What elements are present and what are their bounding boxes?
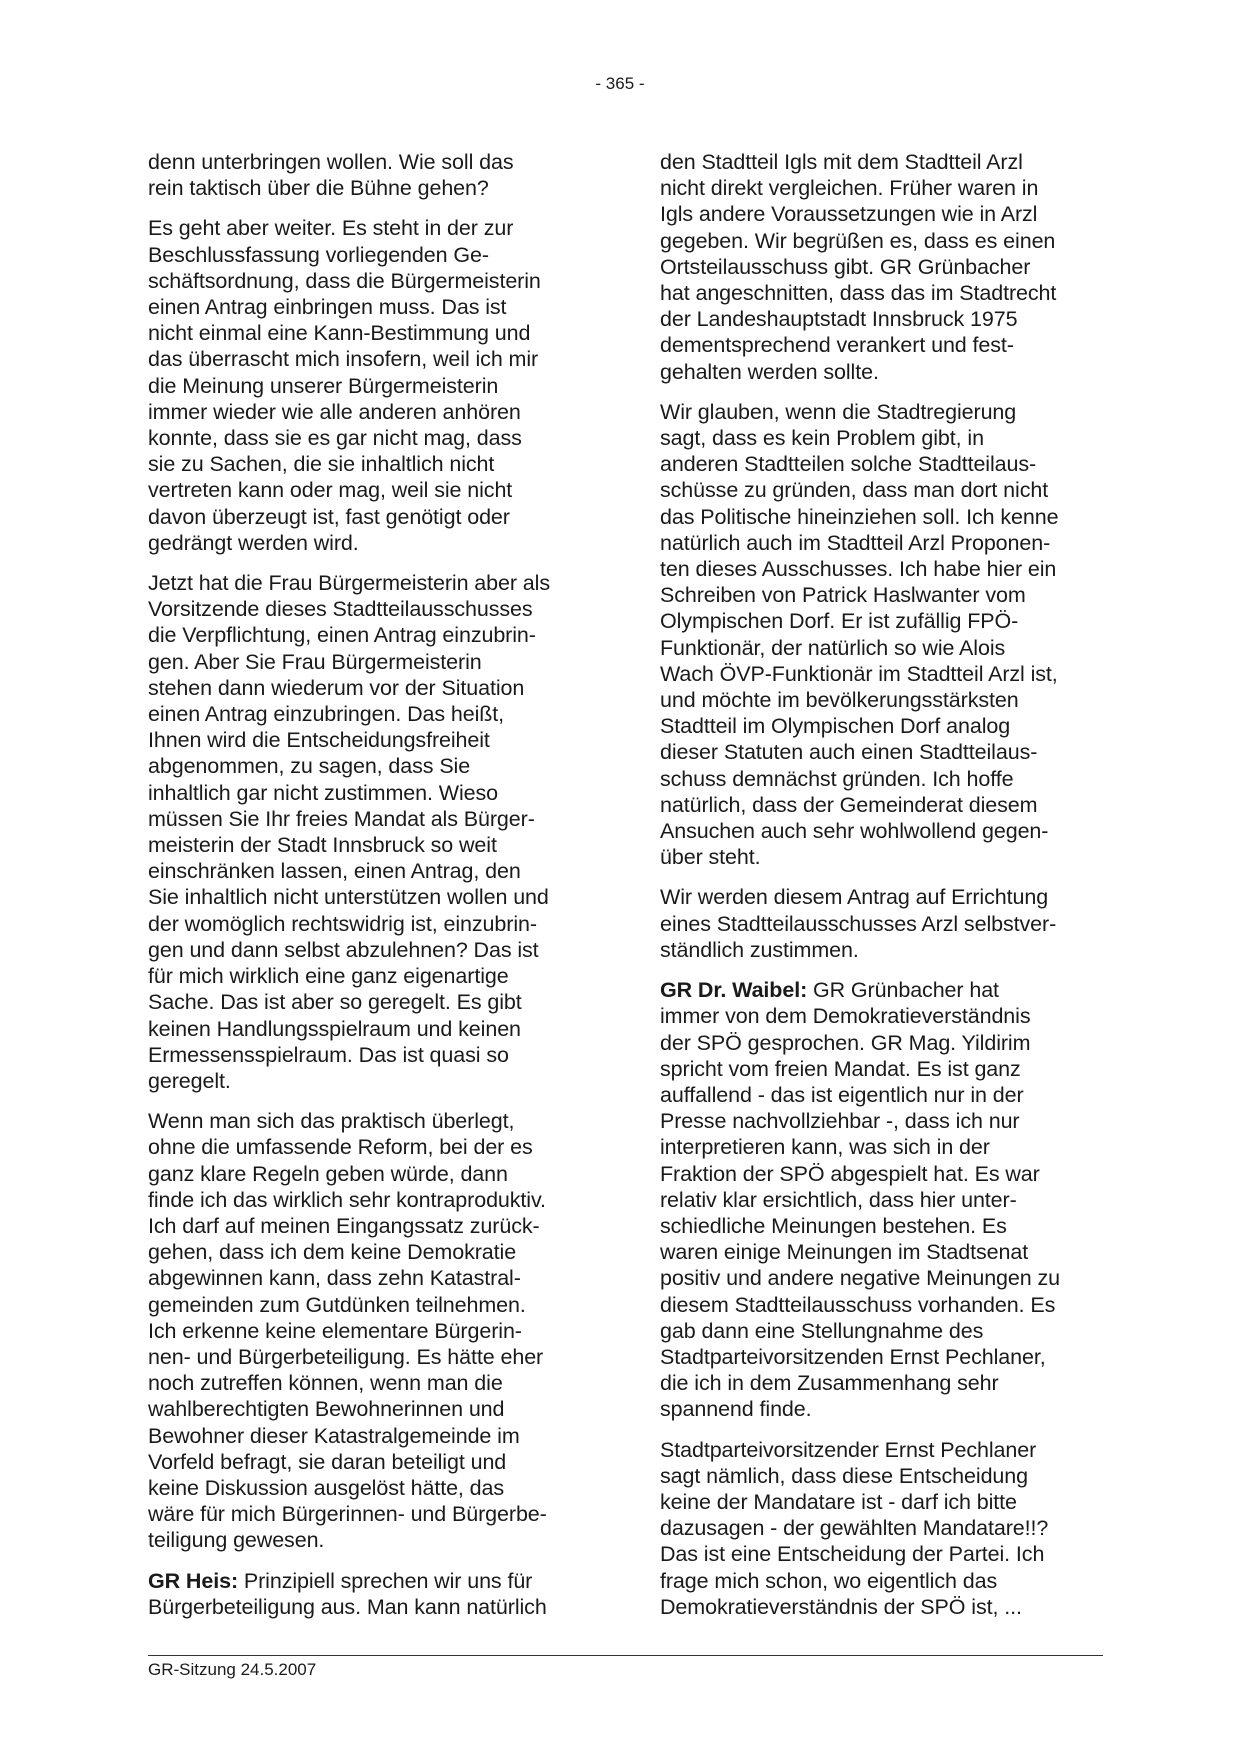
right-paragraph-4 [660,977,1100,1422]
speech-text: GR Grünbacher hat immer von dem Demokratieverständnis der SPÖ gesprochen. GR Mag. Yildirim spricht vom freien Mandat. Es ist ganz auffallend - das ist eigentlich nur in der Presse nachvollziehbar -, dass ich nur interpretieren kann, was sich in der Fraktion der SPÖ abgespielt hat. Es war relativ klar ersichtlich, dass hier unter- schiedliche Meinungen bestehen. Es waren einige Meinungen im Stadtsenat positiv und andere negative Meinungen zu diesem Stadtteilausschuss vorhanden. Es gab dann eine Stellungnahme des Stadtparteivorsitzenden Ernst Pechlaner, die ich in dem Zusammenhang sehr spannend finde. [660,978,1061,1422]
footer-divider [148,1655,1103,1656]
right-paragraph-3: Wir werden diesem Antrag auf Errichtung eines Stadtteilausschusses Arzl selbstver- ständlich zustimmen. [660,885,1057,962]
left-paragraph-1: denn unterbringen wollen. Wie soll das rein taktisch über die Bühne gehen? [148,150,514,201]
right-paragraph-1: den Stadtteil Igls mit dem Stadtteil Arzl nicht direkt vergleichen. Früher waren in Igls andere Voraussetzungen wie in Arzl gegeben. Wir begrüßen es, dass es einen Ortsteilausschuss gibt. GR Grünbacher hat angeschnitten, dass das im Stadtrecht der Landeshauptstadt Innsbruck 1975 dementsprechend verankert und fest- gehalten werden sollte. [660,150,1057,384]
speaker-name: GR Dr. Waibel: [660,978,808,1003]
right-column [660,149,1100,1634]
left-paragraph-4: Wenn man sich das praktisch überlegt, ohne die umfassende Reform, bei der es ganz klare Regeln geben würde, dann finde ich das wirklich sehr kontraproduktiv. Ich darf auf meinen Eingangssatz zurück- gehen, dass ich dem keine Demokratie abgewinnen kann, dass zehn Katastral- gemeinden zum Gutdünken teilnehmen. Ich erkenne keine elementare Bürgerin- nen- und Bürgerbeteiligung. Es hätte eher noch zutreffen können, wenn man die wahlberechtigten Bewohnerinnen und Bewohner dieser Katastralgemeinde im Vorfeld befragt, sie daran beteiligt und keine Diskussion ausgelöst hätte, das wäre für mich Bürgerinnen- und Bürgerbe- teiligung gewesen. [148,1109,547,1553]
right-paragraph-2: Wir glauben, wenn die Stadtregierung sagt, dass es kein Problem gibt, in anderen Stadtteilen solche Stadtteilaus- schüsse zu gründen, dass man dort nicht das Politische hineinziehen soll. Ich kenne natürlich auch im Stadtteil Arzl Proponen- ten dieses Ausschusses. Ich habe hier ein Schreiben von Patrick Haslwanter vom Olympischen Dorf. Er ist zufällig FPÖ- Funktionär, der natürlich so wie Alois Wach ÖVP-Funktionär im Stadtteil Arzl ist, und möchte im bevölkerungsstärksten Stadtteil im Olympischen Dorf analog dieser Statuten auch einen Stadtteilaus- schuss demnächst gründen. Ich hoffe natürlich, dass der Gemeinderat diesem Ansuchen auch sehr wohlwollend gegen- über steht. [660,399,1059,870]
left-paragraph-5 [148,1568,588,1620]
speaker-name: GR Heis: [148,1568,238,1593]
footer-session-date: GR-Sitzung 24.5.2007 [148,1660,317,1679]
speech-text: Prinzipiell sprechen wir uns für Bürgerbeteiligung aus. Man kann natürlich [148,1568,547,1619]
left-paragraph-2: Es geht aber weiter. Es steht in der zur Beschlussfassung vorliegenden Ge- schäftsordnung, dass die Bürgermeisterin einen Antrag einbringen muss. Das ist nicht einmal eine Kann-Bestimmung und das überrascht mich insofern, weil ich mir die Meinung unserer Bürgermeisterin immer wieder wie alle anderen anhören konnte, dass sie es gar nicht mag, dass sie zu Sachen, die sie inhaltlich nicht vertreten kann oder mag, weil sie nicht davon überzeugt ist, fast genötigt oder gedrängt werden wird. [148,216,541,555]
page-number: - 365 - [595,74,645,93]
left-column [148,149,588,1634]
left-paragraph-3: Jetzt hat die Frau Bürgermeisterin aber als Vorsitzende dieses Stadtteilausschusses die Verpflichtung, einen Antrag einzubrin- gen. Aber Sie Frau Bürgermeisterin stehen dann wiederum vor der Situation einen Antrag einzubringen. Das heißt, Ihnen wird die Entscheidungsfreiheit abgenommen, zu sagen, dass Sie inhaltlich gar nicht zustimmen. Wieso müssen Sie Ihr freies Mandat als Bürger- meisterin der Stadt Innsbruck so weit einschränken lassen, einen Antrag, den Sie inhaltlich nicht unterstützen wollen und der womöglich rechtswidrig ist, einzubrin- gen und dann selbst abzulehnen? Das ist für mich wirklich eine ganz eigenartige Sache. Das ist aber so geregelt. Es gibt keinen Handlungsspielraum und keinen Ermessensspielraum. Das ist quasi so geregelt. [148,571,550,1093]
right-paragraph-5: Stadtparteivorsitzender Ernst Pechlaner sagt nämlich, dass diese Entscheidung keine der Mandatare ist - darf ich bitte dazusagen - der gewählten Mandatare!!? Das ist eine Entscheidung der Partei. Ich frage mich schon, wo eigentlich das Demokratieverständnis der SPÖ ist, ... [660,1437,1049,1619]
